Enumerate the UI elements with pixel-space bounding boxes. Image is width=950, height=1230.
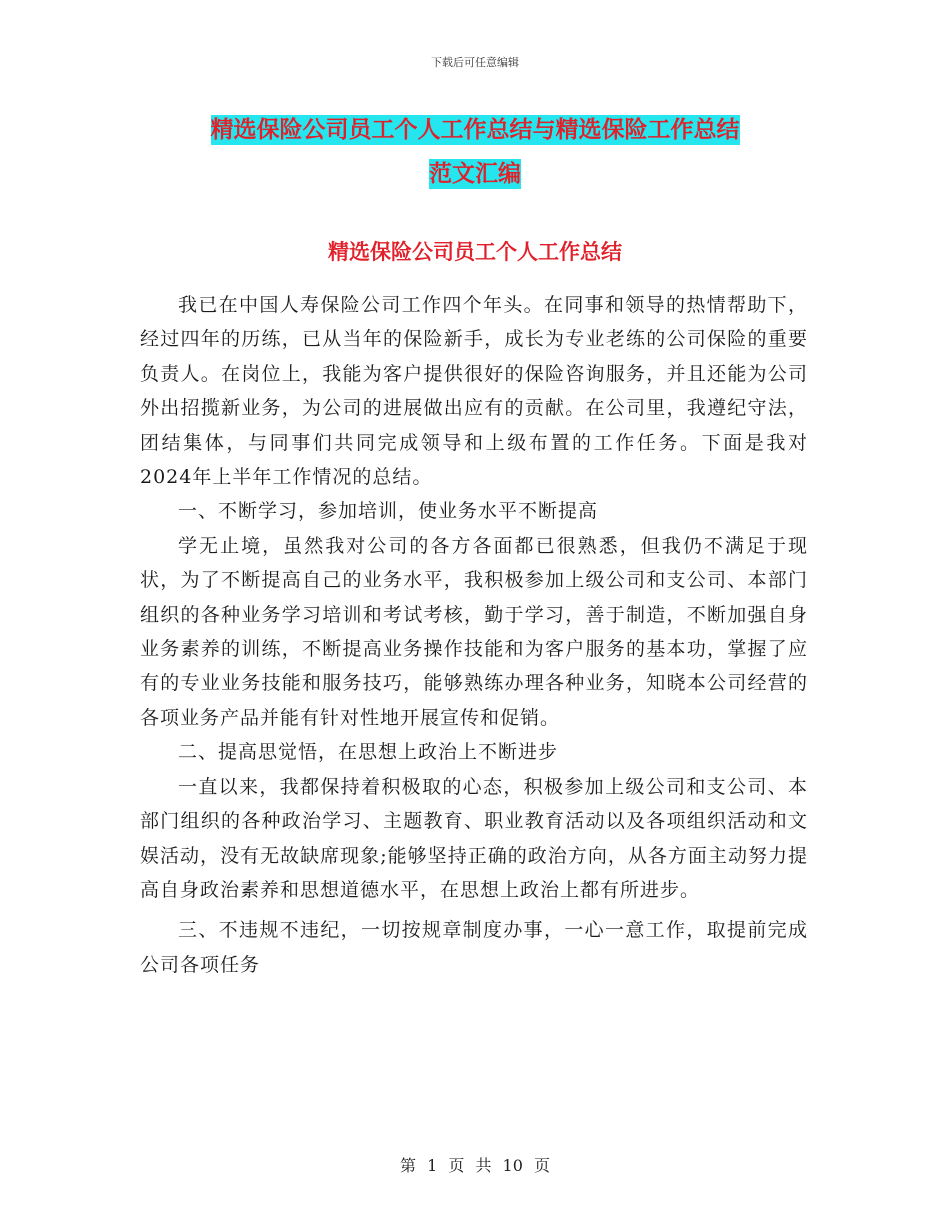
paragraph-intro: 我已在中国人寿保险公司工作四个年头。在同事和领导的热情帮助下，经过四年的历练，已从当年的保险新手，成长为专业老练的公司保险的重要负责人。在岗位上，我能为客户提供很好的保险咨询服务，并且还能为公司外出招揽新业务，为公司的进展做出应有的贡献。在公司里，我遵纪守法，团结集体，与同事们共同完成领导和上级布置的工作任务。下面是我对2024年上半年工作情况的总结。 xyxy=(140,294,808,489)
heading-3: 三、不违规不违纪，一切按规章制度办事，一心一意工作，取提前完成公司各项任务 xyxy=(140,919,808,976)
title-line-2: 范文汇编 xyxy=(429,161,521,187)
heading-2: 二、提高思觉悟，在思想上政治上不断进步 xyxy=(178,741,559,764)
heading-1: 一、不断学习，参加培训，使业务水平不断提高 xyxy=(178,500,599,523)
body-text xyxy=(140,288,808,982)
paragraph-study: 学无止境，虽然我对公司的各方各面都已很熟悉，但我仍不满足于现状，为了不断提高自己的业务水平，我积极参加上级公司和支公司、本部门组织的各种业务学习培训和考试考核，勤于学习，善于制造，不断加强自身业务素养的训练，不断提高业务操作技能和为客户服务的基本功，掌握了应有的专业业务技能和服务技巧，能够熟练办理各种业务，知晓本公司经营的各项业务产品并能有针对性地开展宣传和促销。 xyxy=(140,534,808,729)
header-note: 下载后可任意编辑 xyxy=(431,56,519,69)
document-title xyxy=(140,108,810,196)
section-title: 精选保险公司员工个人工作总结 xyxy=(328,240,622,264)
paragraph-politics: 一直以来，我都保持着积极取的心态，积极参加上级公司和支公司、本部门组织的各种政治学习、主题教育、职业教育活动以及各项组织活动和文娱活动，没有无故缺席现象;能够坚持正确的政治方向，从各方面主动努力提高自身政治素养和思想道德水平，在思想上政治上都有所进步。 xyxy=(140,775,808,901)
title-line-1: 精选保险公司员工个人工作总结与精选保险工作总结 xyxy=(210,117,740,143)
page-footer: 第 1 页 共 10 页 xyxy=(400,1156,550,1175)
